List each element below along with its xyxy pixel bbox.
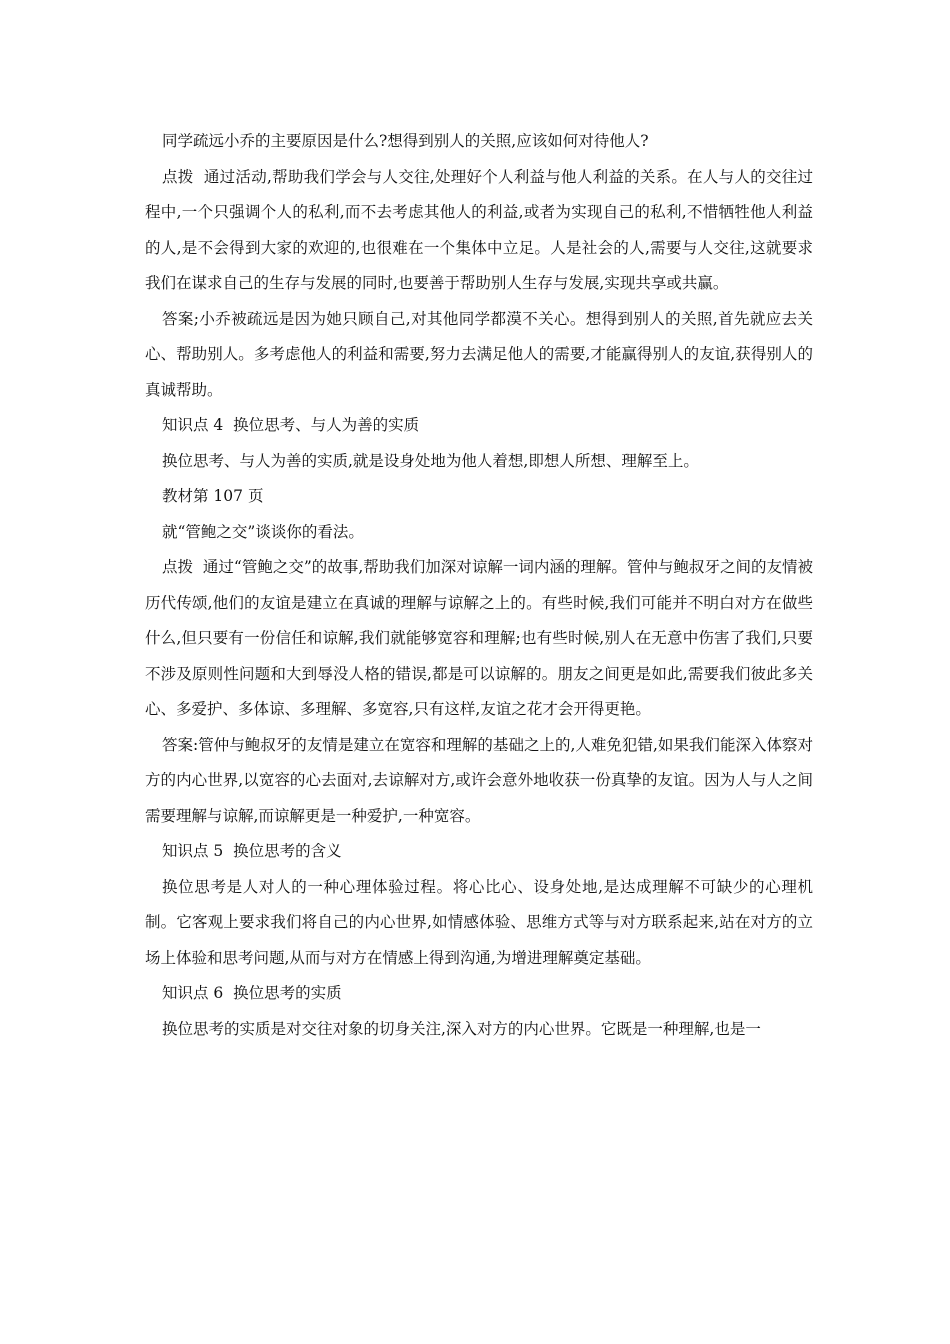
knowledge-point-5-heading: 知识点 5 换位思考的含义 xyxy=(162,842,342,860)
textbook-page-reference: 教材第 107 页 xyxy=(162,487,264,505)
answer-paragraph-2: 答案:管仲与鲍叔牙的友情是建立在宽容和理解的基础之上的,人难免犯错,如果我们能深入体察对方的内心世界,以宽容的心去面对,去谅解对方,或许会意外地收获一份真挚的友谊。因为人与人之间需要理解与谅解,而谅解更是一种爱护,一种宽容。 xyxy=(145,735,813,825)
knowledge-point-6-text: 换位思考的实质是对交往对象的切身关注,深入对方的内心世界。它既是一种理解,也是一 xyxy=(162,1019,761,1038)
knowledge-point-4-text: 换位思考、与人为善的实质,就是设身处地为他人着想,即想人所想、理解至上。 xyxy=(162,451,699,470)
document-body xyxy=(145,124,813,1047)
question-paragraph: 同学疏远小乔的主要原因是什么?想得到别人的关照,应该如何对待他人? xyxy=(162,132,649,150)
hint-paragraph-1: 点拨 通过活动,帮助我们学会与人交往,处理好个人利益与他人利益的关系。在人与人的交往过程中,一个只强调个人的私利,而不去考虑其他人的利益,或者为实现自己的私利,不惜牺牲他人利益的人,是不会得到大家的欢迎的,也很难在一个集体中立足。人是社会的人,需要与人交往,这就要求我们在谋求自己的生存与发展的同时,也要善于帮助别人生存与发展,实现共享或共赢。 xyxy=(145,167,813,292)
hint-paragraph-2: 点拨 通过“管鲍之交”的故事,帮助我们加深对谅解一词内涵的理解。管仲与鲍叔牙之间的友情被历代传颂,他们的友谊是建立在真诚的理解与谅解之上的。有些时候,我们可能并不明白对方在做些什么,但只要有一份信任和谅解,我们就能够宽容和理解;也有些时候,别人在无意中伤害了我们,只要不涉及原则性问题和大到辱没人格的错误,都是可以谅解的。朋友之间更是如此,需要我们彼此多关心、多爱护、多体谅、多理解、多宽容,只有这样,友谊之花才会开得更艳。 xyxy=(145,558,813,718)
answer-paragraph-1: 答案;小乔被疏远是因为她只顾自己,对其他同学都漠不关心。想得到别人的关照,首先就应去关心、帮助别人。多考虑他人的利益和需要,努力去满足他人的需要,才能赢得别人的友谊,获得别人的真诚帮助。 xyxy=(145,309,813,399)
knowledge-point-5-text: 换位思考是人对人的一种心理体验过程。将心比心、设身处地,是达成理解不可缺少的心理机制。它客观上要求我们将自己的内心世界,如情感体验、思维方式等与对方联系起来,站在对方的立场上体验和思考问题,从而与对方在情感上得到沟通,为增进理解奠定基础。 xyxy=(145,877,813,967)
knowledge-point-6-heading: 知识点 6 换位思考的实质 xyxy=(162,984,342,1002)
knowledge-point-4-heading: 知识点 4 换位思考、与人为善的实质 xyxy=(162,416,420,434)
question-guanbao: 就“管鲍之交”谈谈你的看法。 xyxy=(162,522,364,541)
